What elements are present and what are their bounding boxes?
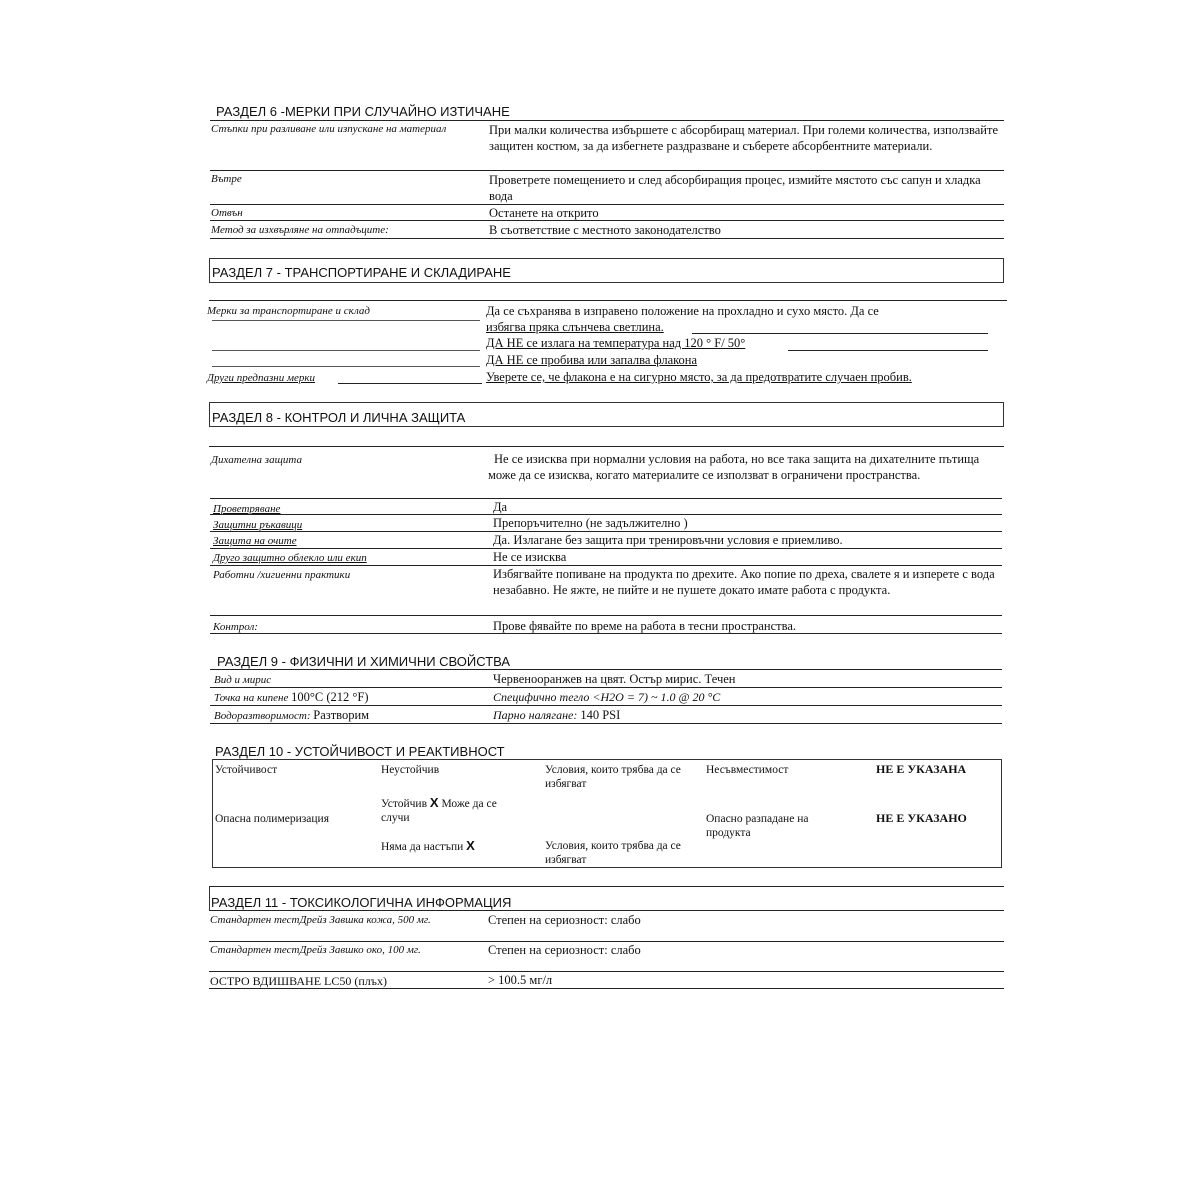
- s9-solubility: [214, 708, 369, 723]
- s8-value-practices: Избягвайте попиване на продукта по дрехите. Ако попие по дреха, свалете я и изперете с вода незабавно. Не яжте, не пийте и не пушете докато имате работа с продукта.: [493, 567, 995, 597]
- s8-value-gloves: Препоръчително (не задължително ): [493, 516, 688, 530]
- s7-value-temperature: ДА НЕ се излага на температура над 120 ° F/ 50°: [486, 336, 746, 350]
- underline-blank: [212, 350, 480, 351]
- s9-value-vapor: 140 PSI: [580, 708, 621, 722]
- s7-value-transport-a: Да се съхранява в изправено положение на прохладно и сухо място. Да се: [486, 304, 879, 318]
- underline-blank: [212, 320, 480, 321]
- section-7-title: РАЗДЕЛ 7 - ТРАНСПОРТИРАНЕ И СКЛАДИРАНЕ: [212, 265, 511, 280]
- divider: [210, 687, 1002, 688]
- s6-value-spill: При малки количества избършете с абсорбиращ материал. При големи количества, използвайте защитен костюм, за да избегнете раздразване и съберете абсорбентните материали.: [489, 123, 998, 153]
- s10-polymerization: Опасна полимеризация: [215, 813, 329, 825]
- s8-label-clothing: Друго защитно облекло или екип: [213, 552, 367, 564]
- divider: [210, 705, 1002, 706]
- divider: [210, 120, 1004, 121]
- divider: [209, 971, 1004, 972]
- s8-label-eyes: Защита на очите: [213, 535, 297, 547]
- s11-label-inhalation: ОСТРО ВДИШВАНЕ LC50 (плъх): [210, 974, 387, 988]
- s10-not-specified-a: НЕ Е УКАЗАНА: [876, 762, 967, 776]
- s8-label-respiratory: Дихателна защита: [211, 454, 302, 466]
- section-10-title: РАЗДЕЛ 10 - УСТОЙЧИВОСТ И РЕАКТИВНОСТ: [215, 744, 505, 759]
- s9-boiling: [214, 690, 369, 705]
- s9-vapor: [493, 708, 620, 722]
- divider: [210, 723, 1002, 724]
- s10-may-occur: Може да се случи: [381, 798, 497, 824]
- s11-value-eye: Степен на сериозност: слабо: [488, 943, 641, 957]
- s9-value-boiling: 100°C (212 °F): [291, 690, 369, 704]
- s10-no-occur-label: Няма да настъпи: [381, 841, 464, 853]
- s7-label-other: Други предпазни мерки: [207, 372, 315, 384]
- s8-value-respiratory: Не се изисква при нормални условия на работа, но все така защита на дихателните пътища може да се изисква, когато материалите се използват в ограничени пространства.: [488, 452, 980, 482]
- s10-stable-label: Устойчив: [381, 798, 428, 810]
- s6-label-disposal: Метод за изхвърляне на отпадъците:: [211, 224, 389, 236]
- section-8-title: РАЗДЕЛ 8 - КОНТРОЛ И ЛИЧНА ЗАЩИТА: [212, 410, 466, 425]
- s6-label-inside: Вътре: [211, 173, 242, 185]
- s9-label-boiling: Точка на кипене: [214, 692, 289, 704]
- s8-value-ventilation: Да: [493, 500, 508, 514]
- section-11-edge: [209, 886, 210, 910]
- underline-blank: [212, 366, 480, 367]
- divider: [209, 300, 1007, 301]
- s9-label-appearance: Вид и мирис: [214, 674, 272, 686]
- s8-label-control: Контрол:: [213, 621, 258, 633]
- s6-label-outside: Отвън: [211, 207, 243, 219]
- s11-value-inhalation: > 100.5 мг/л: [488, 973, 553, 987]
- s8-label-practices: Работни /хигиенни практики: [213, 569, 351, 581]
- s8-value-eyes: Да. Излагане без защита при тренировъчни условия е приемливо.: [493, 533, 843, 547]
- divider: [209, 910, 1004, 911]
- s10-incompatibility: Несъвместимост: [706, 764, 789, 776]
- divider: [209, 988, 1004, 989]
- divider: [209, 886, 1004, 887]
- s8-value-control: Прове фявайте по време на работа в тесни пространства.: [493, 619, 797, 633]
- s9-value-solubility: Разтворим: [313, 708, 370, 722]
- s7-value-other: Уверете се, че флакона е на сигурно място, за да предотвратите случаен пробив.: [486, 370, 912, 384]
- divider: [210, 170, 1004, 171]
- s6-value-inside: Проветрете помещението и след абсорбиращия процес, измийте мястото със сапун и хладка вода: [489, 173, 981, 203]
- divider: [209, 446, 1004, 447]
- s10-stability: Устойчивост: [215, 764, 278, 776]
- s6-label-spill: Стъпки при разливане или изпускане на материал: [211, 123, 447, 135]
- s7-label-transport: Мерки за транспортиране и склад: [207, 305, 370, 317]
- s8-value-clothing: Не се изисква: [493, 550, 567, 564]
- section-6-title: РАЗДЕЛ 6 -МЕРКИ ПРИ СЛУЧАЙНО ИЗТИЧАНЕ: [216, 104, 510, 119]
- s6-value-outside: Останете на открито: [489, 206, 599, 220]
- s10-checkmark-x-2: X: [466, 838, 475, 853]
- underline-blank: [692, 333, 988, 334]
- s10-no-occur: [381, 839, 475, 854]
- s6-value-disposal: В съответствие с местното законодателство: [489, 223, 721, 237]
- s7-value-puncture: ДА НЕ се пробива или запалва флакона: [486, 353, 698, 367]
- divider: [210, 615, 1002, 616]
- s11-value-skin: Степен на сериозност: слабо: [488, 913, 641, 927]
- s10-decomposition: Опасно разпадане на продукта: [706, 813, 809, 839]
- divider: [210, 238, 1004, 239]
- divider: [210, 498, 1002, 499]
- s7-value-transport-b: избягва пряка слънчева светлина.: [486, 320, 664, 334]
- s10-not-specified-b: НЕ Е УКАЗАНО: [876, 811, 967, 825]
- s9-label-vapor: Парно налягане:: [493, 708, 578, 722]
- s9-value-appearance: Червенооранжев на цвят. Остър мирис. Течен: [493, 672, 736, 686]
- s10-unstable: Неустойчив: [381, 764, 440, 776]
- s10-conditions-1: Условия, които трябва да се избягват: [545, 764, 681, 790]
- section-9-title: РАЗДЕЛ 9 - ФИЗИЧНИ И ХИМИЧНИ СВОЙСТВА: [217, 654, 511, 669]
- s9-specific-gravity: Специфично тегло <H2O = 7) ~ 1.0 @ 20 °C: [493, 690, 721, 704]
- s8-label-ventilation: Проветряване: [213, 503, 281, 515]
- s10-conditions-2: Условия, които трябва да се избягват: [545, 840, 681, 866]
- section-11-title: РАЗДЕЛ 11 - ТОКСИКОЛОГИЧНА ИНФОРМАЦИЯ: [211, 895, 512, 910]
- divider: [210, 220, 1004, 221]
- s11-label-skin: Стандартен тестДрейз Завшка кожа, 500 мг.: [210, 914, 431, 926]
- underline-blank: [338, 383, 482, 384]
- divider: [210, 633, 1002, 634]
- s10-stable: [381, 796, 526, 825]
- divider: [210, 669, 1002, 670]
- divider: [210, 548, 1002, 549]
- s9-label-solubility: Водоразтворимост:: [214, 710, 311, 722]
- underline-blank: [788, 350, 988, 351]
- s11-label-eye: Стандартен тестДрейз Завшко око, 100 мг.: [210, 944, 421, 956]
- s8-label-gloves: Защитни ръкавици: [213, 519, 303, 531]
- s10-checkmark-x: X: [429, 795, 439, 810]
